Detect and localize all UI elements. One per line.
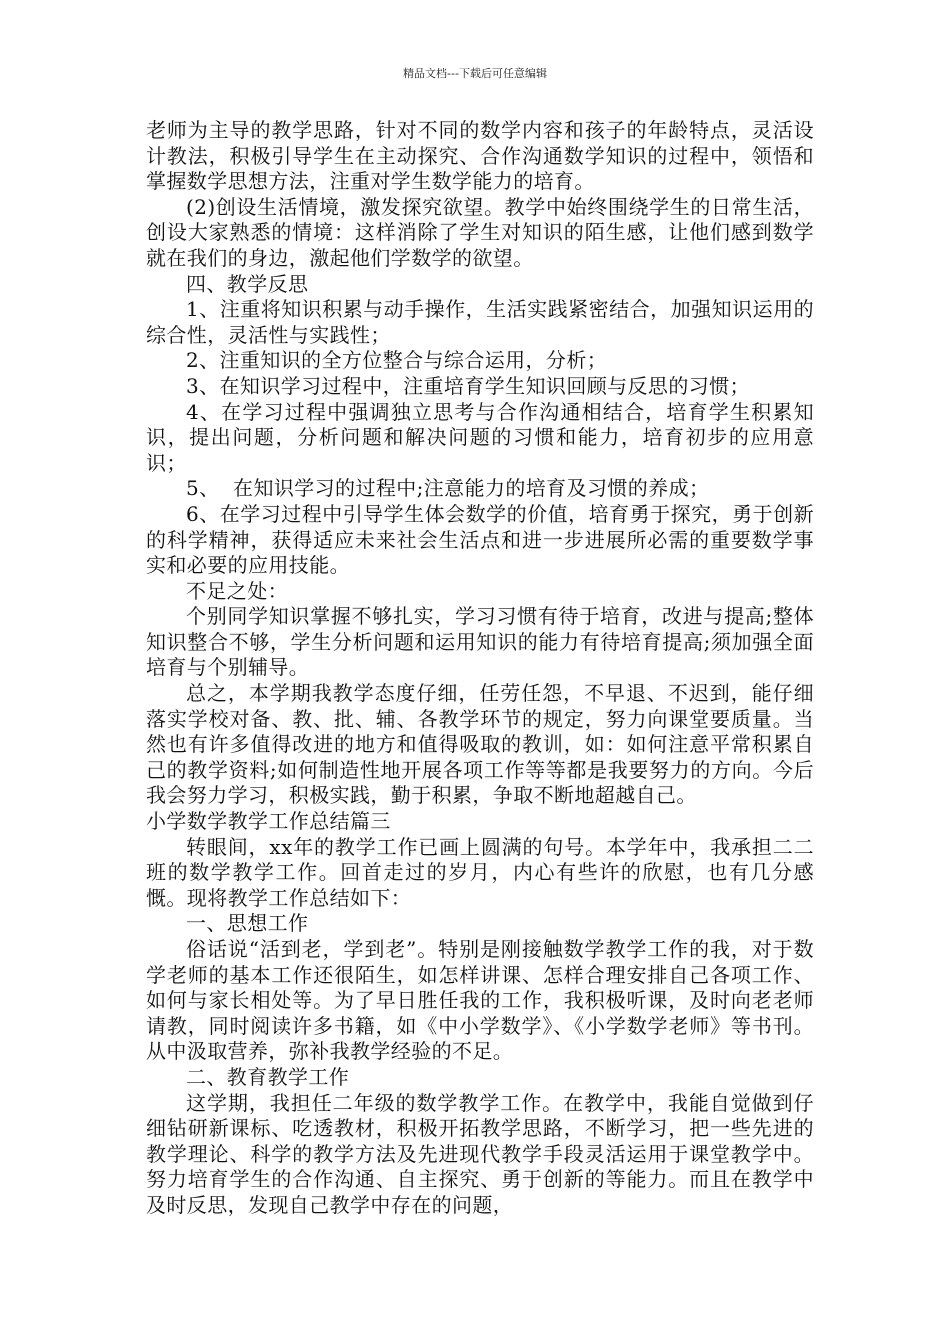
list-item: 2、注重知识的全方位整合与综合运用，分析； [186,348,608,373]
article-title: 小学数学教学工作总结篇三 [146,809,391,834]
section-heading: 不足之处： [186,578,288,603]
section-heading: 四、教学反思 [186,271,309,296]
page-header: 精品文档---下载后可任意编辑 [403,67,547,80]
paragraph: 转眼间，xx年的教学工作已画上圆满的句号。本学年中，我承担二二班的数学教学工作。回首走过的岁月，内心有些许的欣慰，也有几分感慨。现将教学工作总结如下： [146,834,814,910]
list-item: 5、 在知识学习的过程中;注意能力的培育及习惯的养成； [186,476,710,501]
paragraph: 这学期，我担任二年级的数学教学工作。在教学中，我能自觉做到仔细钻研新课标、吃透教材，积极开拓教学思路，不断学习，把一些先进的教学理论、科学的教学方法及先进现代教学手段灵活运用于课堂教学中。努力培育学生的合作沟通、自主探究、勇于创新的等能力。而且在教学中及时反思，发现自己教学中存在的问题， [146,1090,814,1217]
section-heading: 二、教育教学工作 [186,1064,350,1089]
paragraph: 俗话说“活到老，学到老”。特别是刚接触数学教学工作的我，对于数学老师的基本工作还很陌生，如怎样讲课、怎样合理安排自己各项工作、如何与家长相处等。为了早日胜任我的工作，我积极听课，及时向老老师请教，同时阅读许多书籍，如《中小学数学》、《小学数学老师》等书刊。从中汲取营养，弥补我教学经验的不足。 [146,937,814,1064]
document-body [146,118,814,1219]
paragraph: (2)创设生活情境，激发探究欲望。教学中始终围绕学生的日常生活，创设大家熟悉的情境：这样消除了学生对知识的陌生感，让他们感到数学就在我们的身边，激起他们学数学的欲望。 [146,194,814,270]
list-item: 1、注重将知识积累与动手操作，生活实践紧密结合，加强知识运用的综合性，灵活性与实践性； [146,297,814,347]
paragraph: 个别同学知识掌握不够扎实，学习习惯有待于培育，改进与提高;整体知识整合不够，学生分析问题和运用知识的能力有待培育提高;须加强全面培育与个别辅导。 [146,604,814,680]
list-item: 6、在学习过程中引导学生体会数学的价值，培育勇于探究，勇于创新的科学精神，获得适应未来社会生活点和进一步进展所必需的重要数学事实和必要的应用技能。 [146,501,814,578]
paragraph: 老师为主导的教学思路，针对不同的数学内容和孩子的年龄特点，灵活设计教法，积极引导学生在主动探究、合作沟通数学知识的过程中，领悟和掌握数学思想方法，注重对学生数学能力的培育。 [146,118,814,194]
paragraph: 总之，本学期我教学态度仔细，任劳任怨，不早退、不迟到，能仔细落实学校对备、教、批、辅、各教学环节的规定，努力向课堂要质量。当然也有许多值得改进的地方和值得吸取的教训，如：如何注意平常积累自己的教学资料;如何制造性地开展各项工作等等都是我要努力的方向。今后我会努力学习，积极实践，勤于积累，争取不断地超越自己。 [146,681,814,808]
list-item: 3、在知识学习过程中，注重培育学生知识回顾与反思的习惯； [186,373,750,398]
section-heading: 一、思想工作 [186,911,309,936]
list-item: 4、在学习过程中强调独立思考与合作沟通相结合，培育学生积累知识，提出问题，分析问题和解决问题的习惯和能力，培育初步的应用意识； [146,399,814,475]
